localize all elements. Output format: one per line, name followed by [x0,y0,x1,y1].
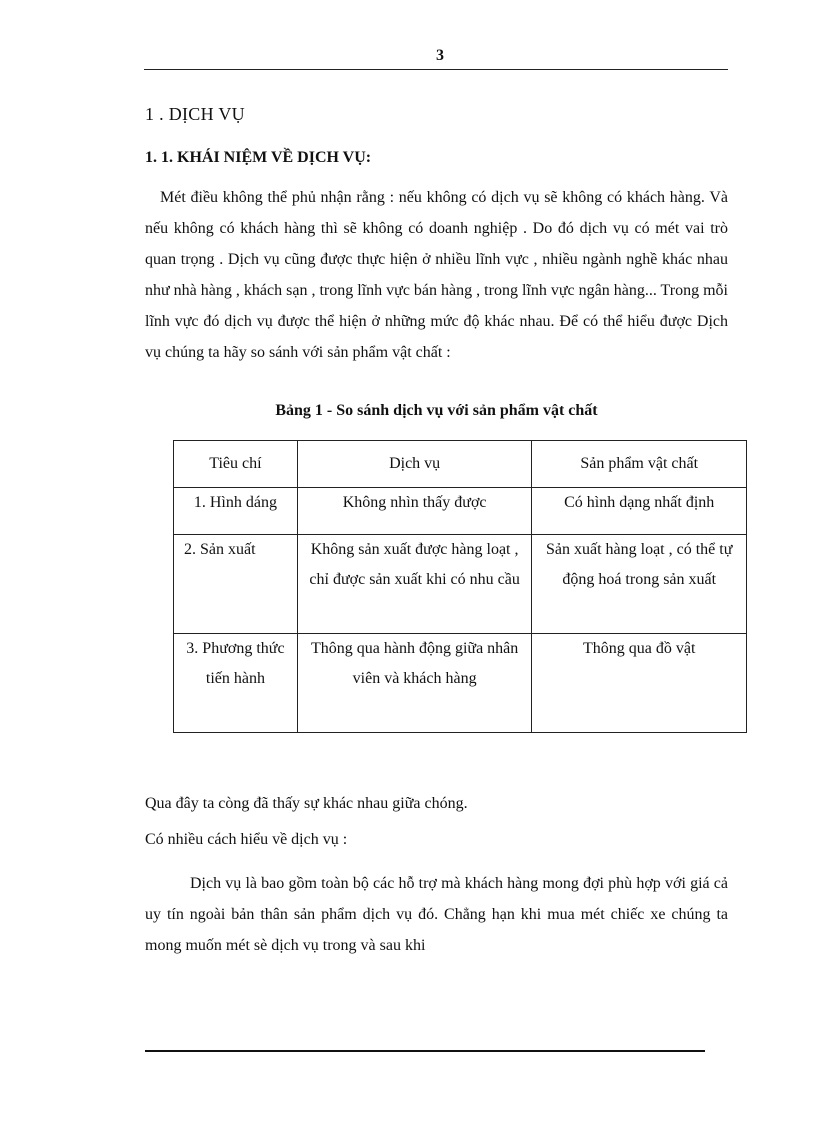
summary-line: Qua đây ta còng đã thấy sự khác nhau giữa chóng. [145,795,468,812]
table-row [174,488,747,535]
table-cell: Có hình dạng nhất định [532,488,747,535]
table-row [174,634,747,733]
definition-paragraph: Dịch vụ là bao gồm toàn bộ các hỗ trợ mà khách hàng mong đợi phù hợp với giá cả uy tín ngoài bản thân sản phẩm dịch vụ đó. Chẳng hạn khi mua mét chiếc xe chúng ta mong muốn mét sè dịch vụ trong và sau khi [145,875,728,954]
intro-paragraph: Mét điều không thể phủ nhận rằng : nếu không có dịch vụ sẽ không có khách hàng. Và nếu không có khách hàng thì sẽ không có doanh nghiệp . Do đó dịch vụ có mét vai trò quan trọng . Dịch vụ cũng được thực hiện ở nhiều lĩnh vực , nhiều ngành nghề khác nhau như nhà hàng , khách sạn , trong lĩnh vực bán hàng , trong lĩnh vực ngân hàng... Trong mỗi lĩnh vực đó dịch vụ được thể hiện ở những mức độ khác nhau. Để có thể hiểu được Dịch vụ chúng ta hãy so sánh với sản phẩm vật chất : [145,189,728,361]
header-rule [144,69,728,70]
footer-rule [145,1050,705,1052]
table-cell: Thông qua đồ vật [532,634,747,733]
page-number: 3 [436,47,444,64]
table-header-row [174,441,747,488]
table-cell: 1. Hình dáng [174,488,298,535]
table-header-cell: Sản phẩm vật chất [532,441,747,488]
table-cell: 2. Sản xuất [174,535,298,634]
section-heading: 1 . DỊCH VỤ [145,104,245,124]
table-cell: Không sản xuất được hàng loạt , chỉ được sản xuất khi có nhu cầu [297,535,532,634]
subsection-heading: 1. 1. KHÁI NIỆM VỀ DỊCH VỤ: [145,149,372,166]
table-cell: Thông qua hành động giữa nhân viên và khách hàng [297,634,532,733]
table-caption: Bảng 1 - So sánh dịch vụ với sản phẩm vật chất [275,402,598,419]
definitions-lead: Có nhiều cách hiểu về dịch vụ : [145,831,348,848]
table-cell: 3. Phương thức tiến hành [174,634,298,733]
comparison-table [173,440,747,733]
table-header-cell: Dịch vụ [297,441,532,488]
table-row [174,535,747,634]
table-cell: Sản xuất hàng loạt , có thể tự động hoá trong sản xuất [532,535,747,634]
table-cell: Không nhìn thấy được [297,488,532,535]
table-header-cell: Tiêu chí [174,441,298,488]
